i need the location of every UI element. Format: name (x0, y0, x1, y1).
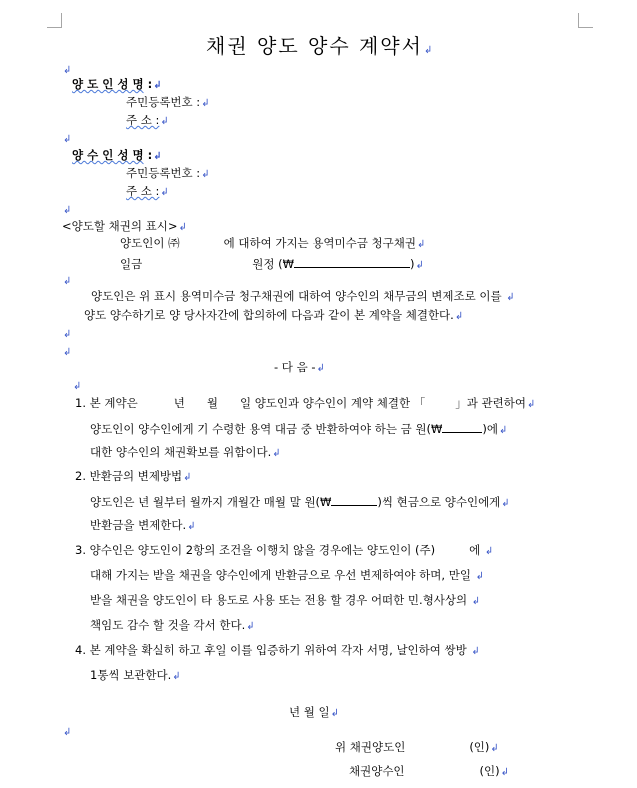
intro-text-2: 양도 양수하기로 양 당사자간에 합의하에 다음과 같이 본 계약을 체결한다. (84, 308, 454, 322)
document-title (206, 30, 434, 59)
clause-2-line-2 (90, 493, 510, 511)
clause-2-amount-blank[interactable] (331, 493, 377, 506)
paragraph-mark: ↲ (63, 205, 72, 216)
paragraph-mark: ↲ (416, 239, 426, 250)
assignor-address-label: 주 소 : (126, 113, 160, 127)
empty-paragraph (62, 202, 71, 218)
claim-amount-label: 일금 (120, 257, 143, 271)
claim-debtor-text: 양도인이 ㈜ (120, 236, 180, 250)
empty-paragraph (62, 326, 71, 342)
paragraph-mark: ↲ (187, 521, 196, 532)
clause-1-text-e: 」과 관련하여 (455, 396, 526, 410)
assignee-id-label: 주민등록번호 : (126, 166, 201, 180)
paragraph-mark: ↲ (506, 292, 515, 303)
empty-paragraph (62, 344, 71, 360)
assignee-signature-label: 채권양수인 (349, 764, 405, 778)
assignor-name-label: 양 도 인 성 명 (72, 77, 144, 91)
clause-1-text-3: 대한 양수인의 채권확보를 위함이다. (90, 445, 272, 459)
intro-line-1 (91, 289, 515, 305)
paragraph-mark: ↲ (423, 45, 435, 56)
da-eum-text: - 다 음 - (274, 360, 316, 374)
assignor-name-colon: : (147, 77, 153, 91)
assignor-seal: (인) (469, 740, 490, 754)
clause-1-month: 월 (206, 396, 218, 410)
clause-4-line-1 (75, 643, 480, 659)
paragraph-mark: ↲ (484, 546, 494, 557)
paragraph-mark: ↲ (63, 727, 72, 738)
claim-description-text: 에 대하여 가지는 용역미수금 청구채권 (223, 236, 416, 250)
assignor-id-row (126, 95, 210, 111)
assignee-address-label: 주 소 : (126, 184, 160, 198)
clause-3-text-1a: 3. 양수인은 양도인이 2항의 조건을 이행치 않을 경우에는 양도인이 (주) (75, 543, 436, 557)
paragraph-mark: ↲ (471, 646, 480, 657)
paragraph-mark: ↲ (501, 498, 510, 509)
paragraph-mark: ↲ (63, 329, 72, 340)
claim-line-1 (120, 236, 425, 252)
clause-3-line-2 (90, 568, 484, 584)
clause-2-text-2a: 양도인은 년 월부터 월까지 개월간 매월 말 원(₩ (90, 495, 332, 509)
clause-2-text-3: 반환금을 변제한다. (90, 518, 187, 532)
paragraph-mark: ↲ (201, 98, 210, 109)
claim-line-2 (120, 255, 424, 273)
paragraph-mark: ↲ (526, 399, 536, 410)
intro-line-2 (84, 308, 463, 324)
clause-1-year: 년 (173, 396, 185, 410)
assignee-name-label: 양 수 인 성 명 (72, 148, 144, 162)
clause-3-text-4: 책임도 감수 할 것을 각서 한다. (90, 618, 246, 632)
contract-date (289, 705, 339, 721)
clause-1-text-2b: )에 (482, 422, 498, 436)
assignee-signature-row (349, 764, 509, 780)
paragraph-mark: ↲ (475, 571, 484, 582)
empty-paragraph (62, 131, 71, 147)
paragraph-mark: ↲ (63, 134, 72, 145)
empty-paragraph (62, 724, 71, 740)
assignor-address-row (126, 113, 169, 129)
clause-4-line-2 (90, 668, 181, 684)
empty-paragraph (62, 273, 71, 289)
paragraph-mark: ↲ (153, 151, 162, 162)
paragraph-mark: ↲ (490, 743, 499, 754)
paragraph-mark: ↲ (178, 222, 187, 233)
assignee-id-row (126, 166, 210, 182)
clause-1-line-3 (90, 445, 281, 461)
paragraph-mark: ↲ (500, 767, 510, 778)
assignee-seal: (인) (479, 764, 500, 778)
assignor-signature-row (335, 740, 499, 756)
clause-2-line-3 (90, 518, 196, 534)
paragraph-mark: ↲ (415, 260, 424, 271)
claim-amount-close: ) (409, 257, 415, 271)
paragraph-mark: ↲ (63, 347, 72, 358)
clause-1-line-2 (90, 420, 507, 438)
empty-paragraph (62, 62, 71, 78)
document-title-text: 채권 양도 양수 계약서 (206, 34, 423, 58)
paragraph-mark: ↲ (160, 187, 169, 198)
clause-3-text-1b: 에 (469, 543, 481, 557)
paragraph-mark: ↲ (246, 621, 255, 632)
clause-1-text-2a: 양도인이 양수인에게 기 수령한 용역 대금 중 반환하여야 하는 금 원(₩ (90, 422, 443, 436)
contract-date-text: 년 월 일 (289, 705, 330, 719)
clause-4-text-1: 4. 본 계약을 확실히 하고 후일 이를 입증하기 위하여 각자 서명, 날인하여 쌍방 (75, 643, 467, 657)
empty-paragraph (72, 378, 81, 394)
paragraph-mark: ↲ (183, 472, 192, 483)
paragraph-mark: ↲ (454, 311, 464, 322)
paragraph-mark: ↲ (498, 425, 508, 436)
paragraph-mark: ↲ (63, 276, 72, 287)
paragraph-mark: ↲ (63, 65, 72, 76)
paragraph-mark: ↲ (471, 596, 481, 607)
claim-heading-text: <양도할 채권의 표시> (62, 219, 178, 233)
assignor-name-row (72, 77, 162, 93)
section-divider-heading (274, 360, 325, 376)
assignee-address-row (126, 184, 169, 200)
clause-1-line-1 (75, 396, 535, 412)
clause-2-text-2b: )씩 현금으로 양수인에게 (377, 495, 501, 509)
margin-mark-top-left (47, 13, 62, 28)
clause-3-line-3 (90, 593, 480, 609)
paragraph-mark: ↲ (201, 169, 210, 180)
clause-2-heading: 2. 반환금의 변제방법 (75, 469, 183, 483)
margin-mark-top-right (578, 13, 593, 28)
assignee-name-colon: : (147, 148, 153, 162)
paragraph-mark: ↲ (316, 363, 325, 374)
claim-amount-blank[interactable] (294, 255, 410, 268)
clause-2-line-1 (75, 469, 192, 485)
clause-4-text-2: 1통씩 보관한다. (90, 668, 172, 682)
assignee-name-row (72, 148, 162, 164)
paragraph-mark: ↲ (272, 448, 281, 459)
clause-1-text-a: 1. 본 계약은 (75, 396, 138, 410)
clause-1-text-d: 일 양도인과 양수인이 계약 체결한 「 (239, 396, 426, 410)
paragraph-mark: ↲ (73, 381, 82, 392)
paragraph-mark: ↲ (172, 671, 181, 682)
clause-3-line-1 (75, 543, 493, 559)
assignor-id-label: 주민등록번호 : (126, 95, 201, 109)
assignor-signature-label: 위 채권양도인 (335, 740, 406, 754)
claim-heading (62, 219, 187, 235)
claim-amount-won: 원정 (₩ (252, 257, 294, 271)
clause-1-amount-blank[interactable] (442, 420, 482, 433)
clause-3-text-3: 받을 채권을 양도인이 타 용도로 사용 또는 전용 할 경우 어떠한 민.형사상의 (90, 593, 468, 607)
clause-3-text-2: 대해 가지는 받을 채권을 양수인에게 반환금으로 우선 변제하여야 하며, 만일 (90, 568, 471, 582)
intro-text-1: 양도인은 위 표시 용역미수금 청구채권에 대하여 양수인의 채무금의 변제조로 이를 (91, 289, 502, 303)
paragraph-mark: ↲ (160, 116, 169, 127)
clause-3-line-4 (90, 618, 255, 634)
paragraph-mark: ↲ (153, 80, 162, 91)
paragraph-mark: ↲ (330, 708, 340, 719)
